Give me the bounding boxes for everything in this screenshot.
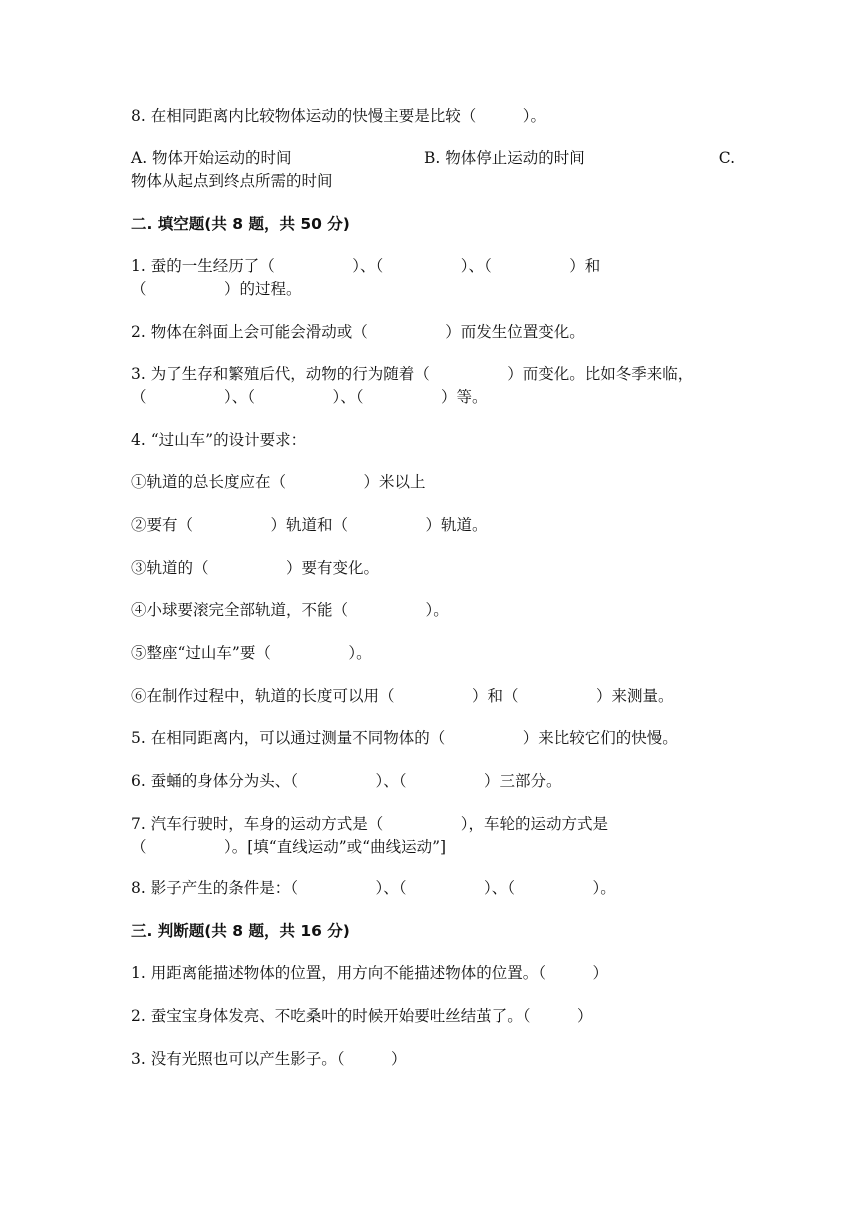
fill-question-5: 5. 在相同距离内，可以通过测量不同物体的（ ）来比较它们的快慢。 (131, 729, 678, 747)
fill-question-4-item-1: ①轨道的总长度应在（ ）米以上 (131, 473, 426, 491)
fill-question-4-item-5: ⑤整座“过山车”要（ ）。 (131, 644, 372, 662)
fill-question-6: 6. 蚕蛹的身体分为头、（ ）、（ ）三部分。 (131, 772, 562, 790)
option-c-text: 物体从起点到终点所需的时间 (131, 172, 333, 190)
fill-question-1-line-1: 1. 蚕的一生经历了（ ）、（ ）、（ ）和 (131, 257, 601, 275)
fill-question-4-item-6: ⑥在制作过程中，轨道的长度可以用（ ）和（ ）来测量。 (131, 687, 674, 705)
option-b: B. 物体停止运动的时间 (424, 149, 585, 167)
fill-question-4-item-4: ④小球要滚完全部轨道，不能（ ）。 (131, 601, 449, 619)
mc-question-8-stem: 8. 在相同距离内比较物体运动的快慢主要是比较（ ）。 (131, 107, 546, 125)
fill-question-7-line-2: （ ）。[填“直线运动”或“曲线运动”] (131, 838, 447, 856)
fill-question-2: 2. 物体在斜面上会可能会滑动或（ ）而发生位置变化。 (131, 323, 585, 341)
judge-question-2: 2. 蚕宝宝身体发亮、不吃桑叶的时候开始要吐丝结茧了。（ ） (131, 1007, 593, 1025)
fill-question-8: 8. 影子产生的条件是：（ ）、（ ）、（ ）。 (131, 879, 616, 897)
fill-question-4-item-3: ③轨道的（ ）要有变化。 (131, 559, 380, 577)
option-c-label: C. (718, 149, 735, 167)
fill-question-4-intro: 4. “过山车”的设计要求： (131, 431, 307, 449)
judge-question-1: 1. 用距离能描述物体的位置，用方向不能描述物体的位置。（ ） (131, 964, 608, 982)
section-3-heading: 三. 判断题(共 8 题，共 16 分) (131, 922, 350, 940)
fill-question-1-line-2: （ ）的过程。 (131, 280, 302, 298)
fill-question-4-item-2: ②要有（ ）轨道和（ ）轨道。 (131, 516, 488, 534)
option-a: A. 物体开始运动的时间 (131, 149, 292, 167)
section-2-heading: 二. 填空题(共 8 题，共 50 分) (131, 215, 350, 233)
fill-question-3-line-2: （ ）、（ ）、（ ）等。 (131, 388, 488, 406)
fill-question-3-line-1: 3. 为了生存和繁殖后代，动物的行为随着（ ）而变化。比如冬季来临， (131, 365, 694, 383)
fill-question-7-line-1: 7. 汽车行驶时，车身的运动方式是（ ），车轮的运动方式是 (131, 815, 608, 833)
judge-question-3: 3. 没有光照也可以产生影子。（ ） (131, 1050, 407, 1068)
